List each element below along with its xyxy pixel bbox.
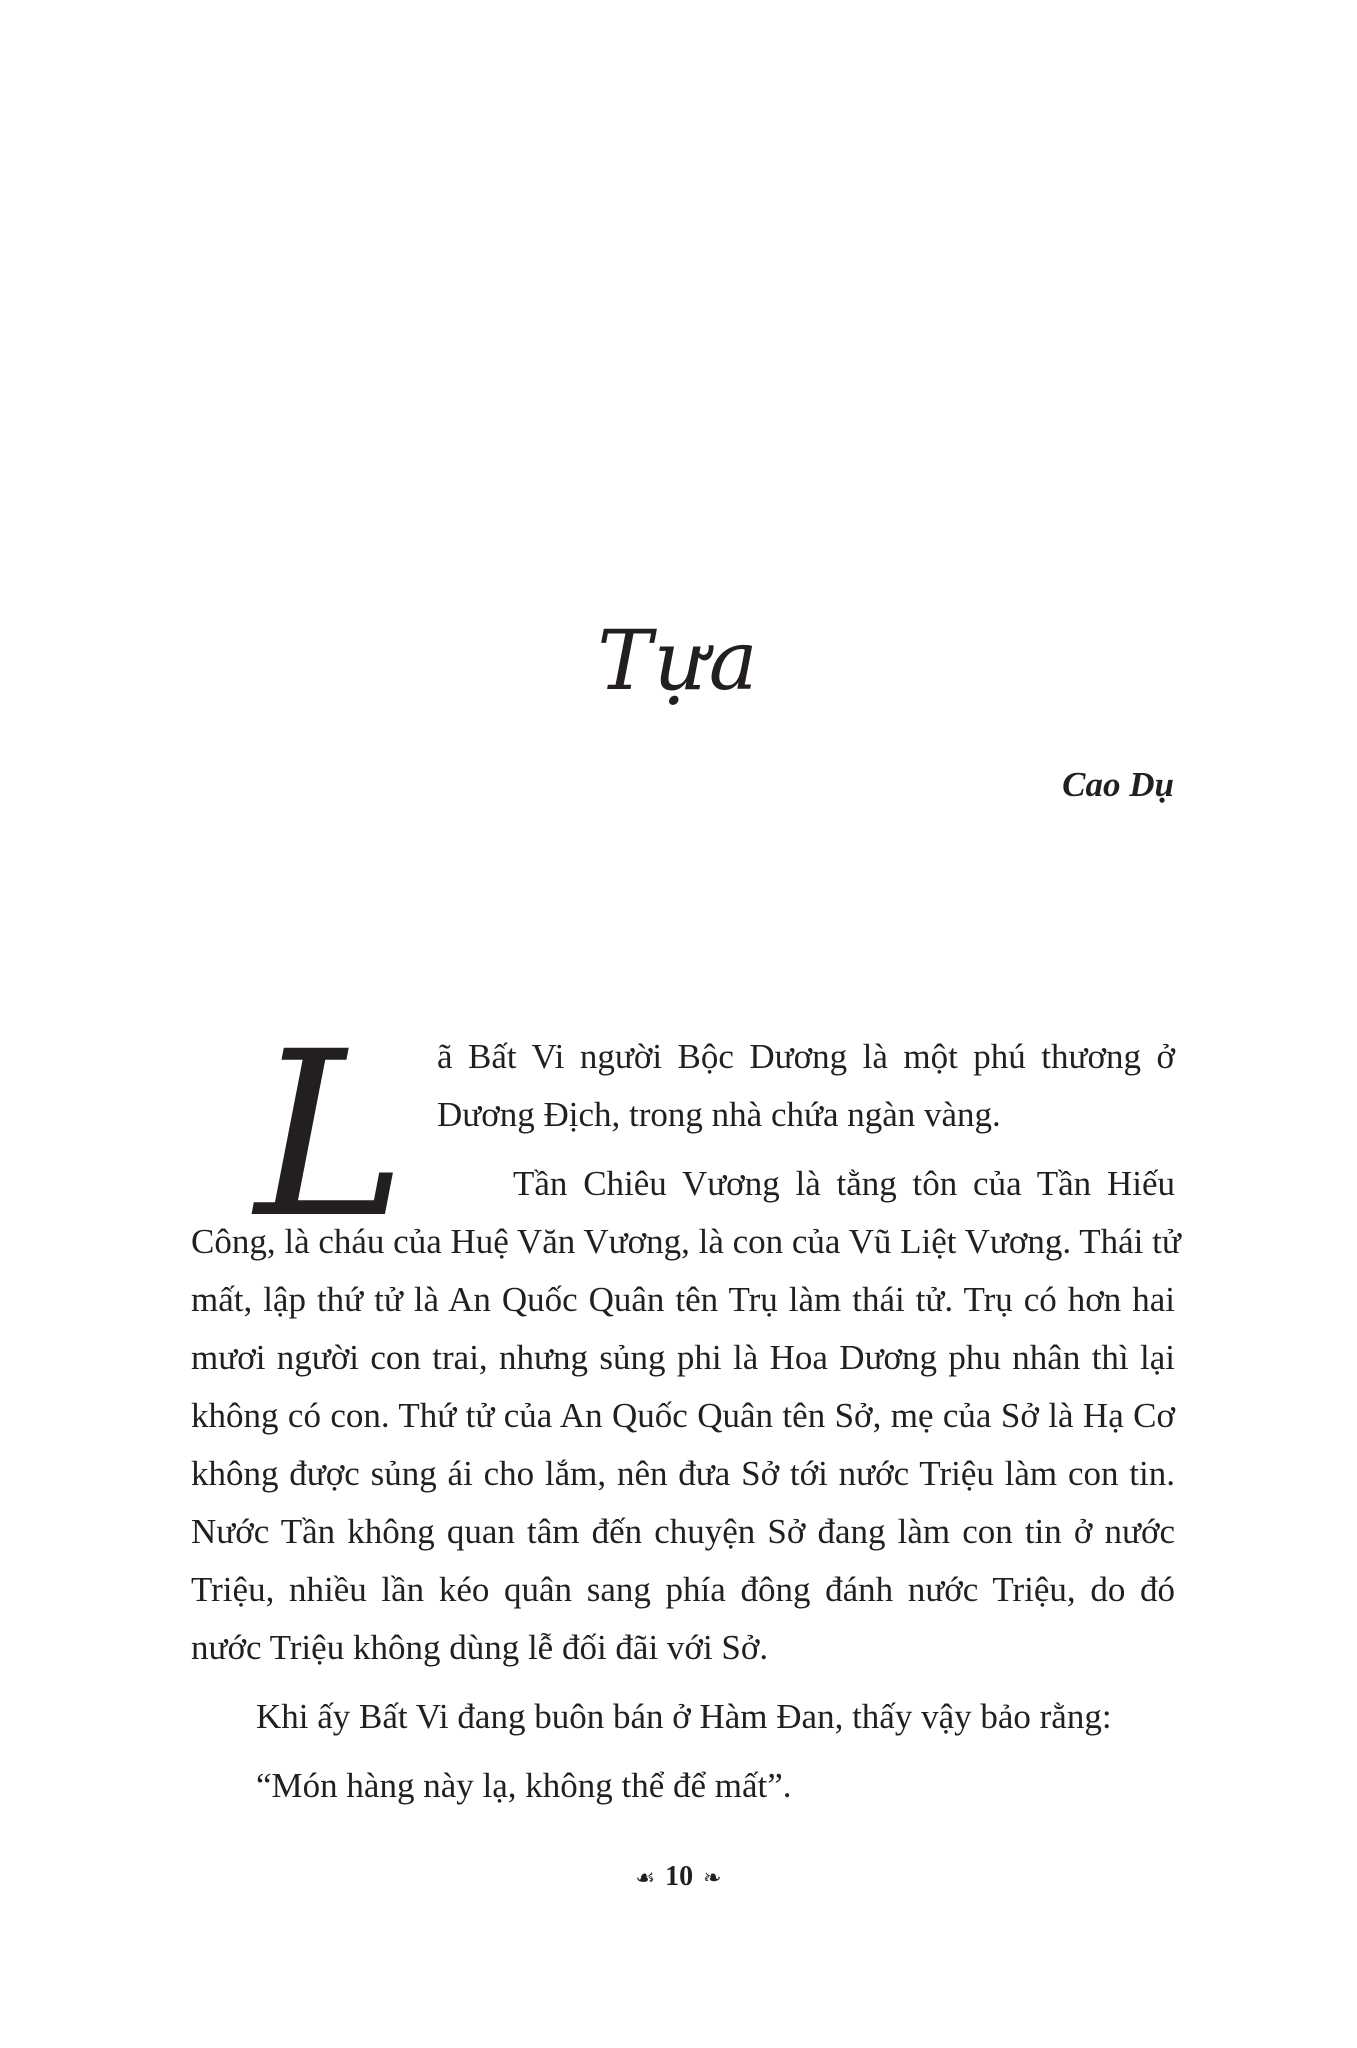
text-line: nước Triệu không dùng lễ đối đãi với Sở.	[191, 1628, 769, 1667]
text-line: Tần Chiêu Vương là tằng tôn của Tần Hiếu	[513, 1164, 1175, 1203]
text-line: “Món hàng này lạ, không thể để mất”.	[256, 1766, 792, 1805]
drop-cap: L	[255, 1002, 407, 1268]
author-name: Cao Dụ	[1062, 765, 1174, 804]
text-line: Dương Địch, trong nhà chứa ngàn vàng.	[437, 1095, 1001, 1134]
page-footer	[0, 1857, 1357, 1898]
text-line: mươi người con trai, nhưng sủng phi là Hoa Dương phu nhân thì lại	[191, 1338, 1175, 1377]
text-line: không được sủng ái cho lắm, nên đưa Sở tới nước Triệu làm con tin.	[191, 1454, 1175, 1493]
text-line: không có con. Thứ tử của An Quốc Quân tên Sở, mẹ của Sở là Hạ Cơ	[191, 1396, 1175, 1435]
text-line: mất, lập thứ tử là An Quốc Quân tên Trụ làm thái tử. Trụ có hơn hai	[191, 1280, 1175, 1319]
text-line: Công, là cháu của Huệ Văn Vương, là con của Vũ Liệt Vương. Thái tử	[191, 1222, 1181, 1261]
page-number: 10	[665, 1861, 694, 1892]
text-line: Nước Tần không quan tâm đến chuyện Sở đang làm con tin ở nước	[191, 1512, 1175, 1551]
ornament-left-icon: ☙	[635, 1865, 656, 1890]
page-title: Tựa	[597, 614, 760, 709]
ornament-right-icon: ❧	[703, 1865, 722, 1890]
text-line: ã Bất Vi người Bộc Dương là một phú thương ở	[437, 1037, 1175, 1076]
text-line: Khi ấy Bất Vi đang buôn bán ở Hàm Đan, thấy vậy bảo rằng:	[256, 1697, 1112, 1736]
text-line: Triệu, nhiều lần kéo quân sang phía đông đánh nước Triệu, do đó	[191, 1570, 1175, 1609]
